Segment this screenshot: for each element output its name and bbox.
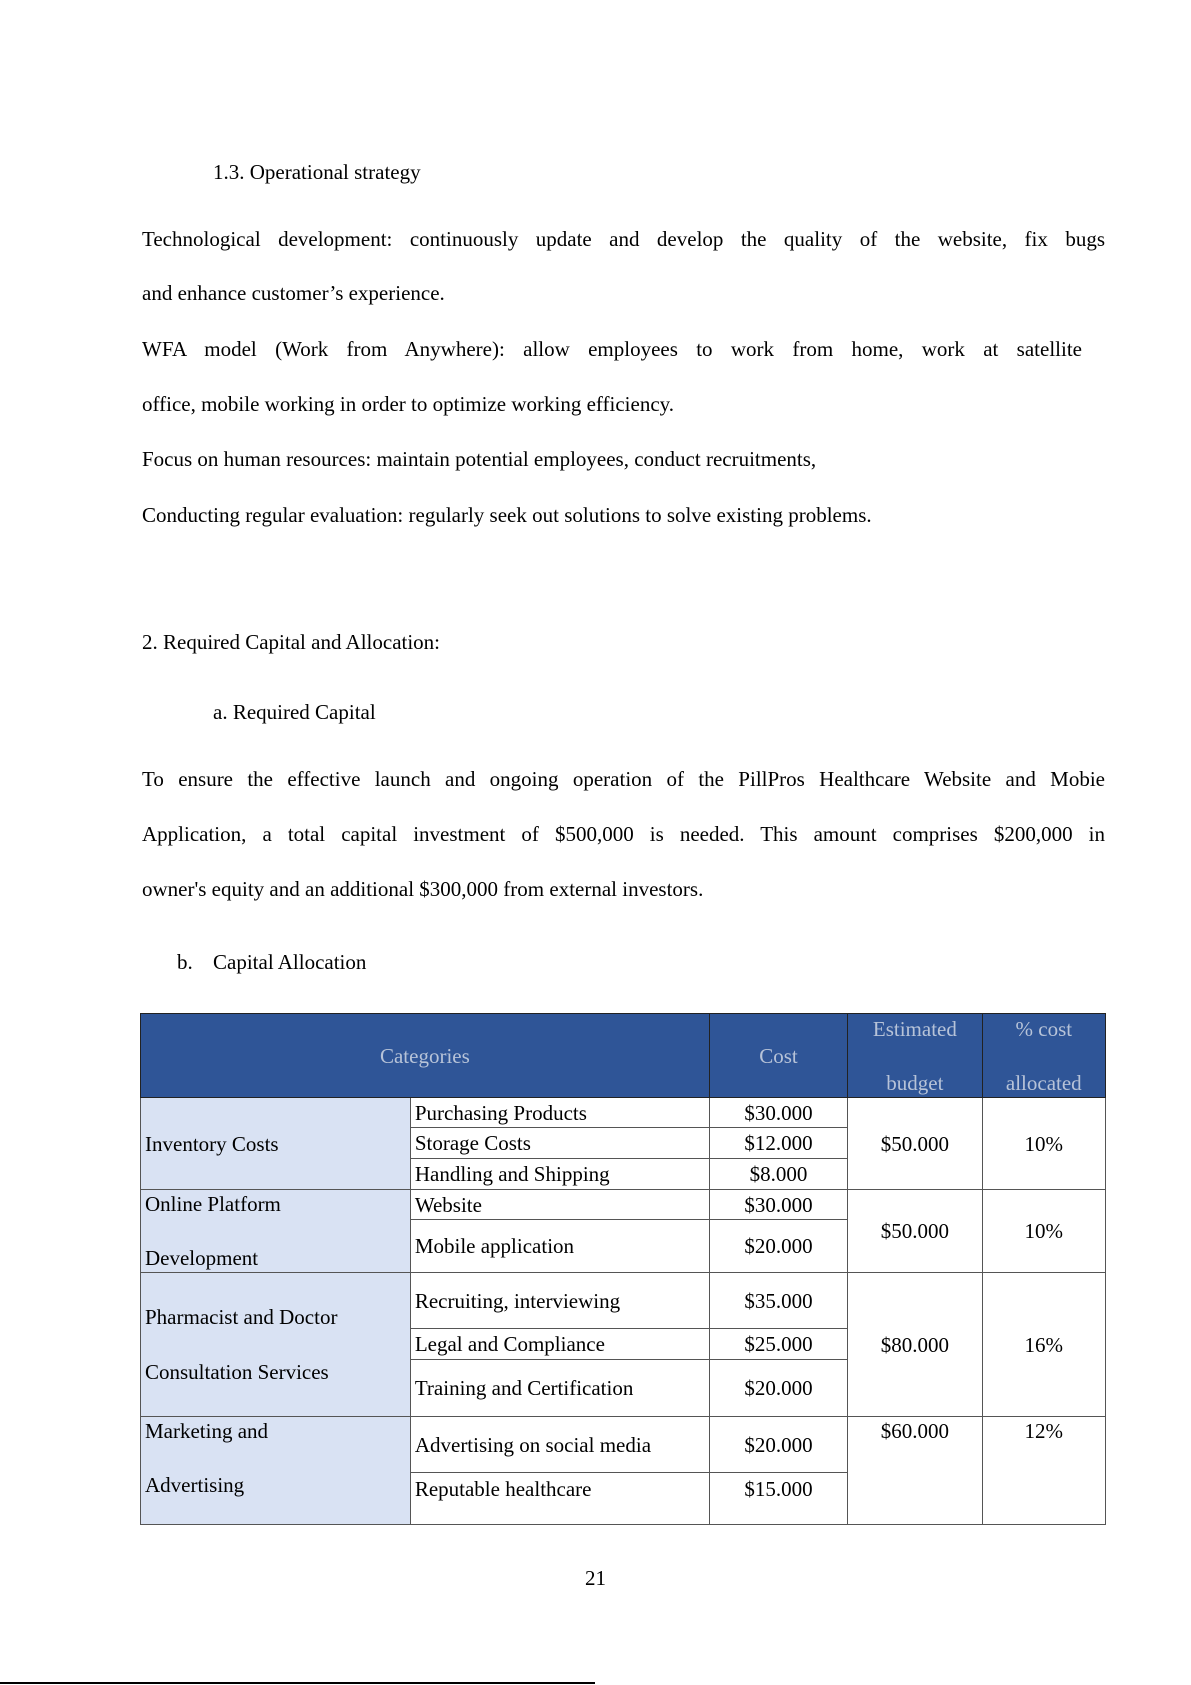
item-cost: $12.000 [709, 1128, 847, 1159]
paragraph-regular-evaluation: Conducting regular evaluation: regularly seek out solutions to solve existing problems. [142, 503, 872, 527]
estimated-budget: $50.000 [848, 1190, 982, 1273]
item-name: Reputable healthcare [410, 1473, 709, 1525]
subheading-marker-b: b. [177, 950, 193, 974]
item-cost: $15.000 [709, 1473, 847, 1525]
pct-allocated: 16% [982, 1273, 1105, 1417]
category-inventory-costs: Inventory Costs [141, 1098, 411, 1190]
category-line2: Consultation Services [145, 1360, 329, 1384]
table-header-row [141, 1014, 1106, 1098]
section-heading-required-capital-allocation: 2. Required Capital and Allocation: [142, 630, 441, 654]
section-heading-operational-strategy: 1.3. Operational strategy [213, 160, 421, 184]
header-estimated-budget-l2: budget [886, 1070, 944, 1095]
estimated-budget: $60.000 [848, 1417, 982, 1525]
paragraph-wfa-line2: office, mobile working in order to optimize working efficiency. [142, 392, 675, 416]
required-capital-line1: To ensure the effective launch and ongoing operation of the PillPros Healthcare Website and Mobie [142, 767, 1105, 791]
category-line1: Pharmacist and Doctor [145, 1305, 338, 1329]
header-pct-allocated [982, 1014, 1105, 1098]
category-marketing-advertising [141, 1417, 411, 1525]
header-estimated-budget [848, 1014, 982, 1098]
table-row [141, 1273, 1106, 1329]
item-name: Recruiting, interviewing [410, 1273, 709, 1329]
item-name: Purchasing Products [410, 1098, 709, 1128]
category-line2: Advertising [145, 1473, 245, 1497]
paragraph-wfa-line1: WFA model (Work from Anywhere): allow employees to work from home, work at satellite [142, 337, 1082, 361]
subheading-required-capital: a. Required Capital [213, 700, 376, 724]
paragraph-tech-dev-line1: Technological development: continuously update and develop the quality of the website, fix bugs [142, 227, 1105, 251]
subheading-capital-allocation: Capital Allocation [213, 950, 367, 974]
item-cost: $30.000 [709, 1098, 847, 1128]
item-cost: $35.000 [709, 1273, 847, 1329]
category-line1: Marketing and [145, 1419, 269, 1443]
header-pct-l2: allocated [1005, 1070, 1082, 1095]
item-cost: $20.000 [709, 1417, 847, 1473]
item-cost: $20.000 [709, 1220, 847, 1273]
item-name: Training and Certification [410, 1360, 709, 1417]
category-line1: Online Platform [145, 1192, 281, 1216]
capital-allocation-table [140, 1013, 1106, 1525]
item-cost: $8.000 [709, 1159, 847, 1190]
header-categories: Categories [141, 1014, 710, 1098]
item-name: Mobile application [410, 1220, 709, 1273]
item-cost: $30.000 [709, 1190, 847, 1220]
item-cost: $25.000 [709, 1329, 847, 1360]
page-bottom-rule [0, 1682, 595, 1684]
pct-allocated: 12% [982, 1417, 1105, 1525]
category-pharmacist-doctor-consultation [141, 1273, 411, 1417]
item-name: Website [410, 1190, 709, 1220]
header-estimated-budget-l1: Estimated [872, 1016, 957, 1041]
pct-allocated: 10% [982, 1190, 1105, 1273]
header-pct-l1: % cost [1015, 1016, 1073, 1041]
page-number: 21 [585, 1566, 606, 1590]
item-name: Legal and Compliance [410, 1329, 709, 1360]
category-online-platform-development [141, 1190, 411, 1273]
estimated-budget: $80.000 [848, 1273, 982, 1417]
required-capital-line3: owner's equity and an additional $300,000 from external investors. [142, 877, 704, 901]
required-capital-line2: Application, a total capital investment of $500,000 is needed. This amount comprises $200,000 in [142, 822, 1105, 846]
category-line2: Development [145, 1246, 259, 1270]
paragraph-tech-dev-line2: and enhance customer’s experience. [142, 281, 445, 305]
header-cost: Cost [709, 1014, 847, 1098]
item-name: Handling and Shipping [410, 1159, 709, 1190]
paragraph-human-resources: Focus on human resources: maintain potential employees, conduct recruitments, [142, 447, 817, 471]
pct-allocated: 10% [982, 1098, 1105, 1190]
item-name: Storage Costs [410, 1128, 709, 1159]
estimated-budget: $50.000 [848, 1098, 982, 1190]
table-row [141, 1098, 1106, 1128]
item-name: Advertising on social media [410, 1417, 709, 1473]
table-row [141, 1417, 1106, 1473]
item-cost: $20.000 [709, 1360, 847, 1417]
table-row [141, 1190, 1106, 1220]
